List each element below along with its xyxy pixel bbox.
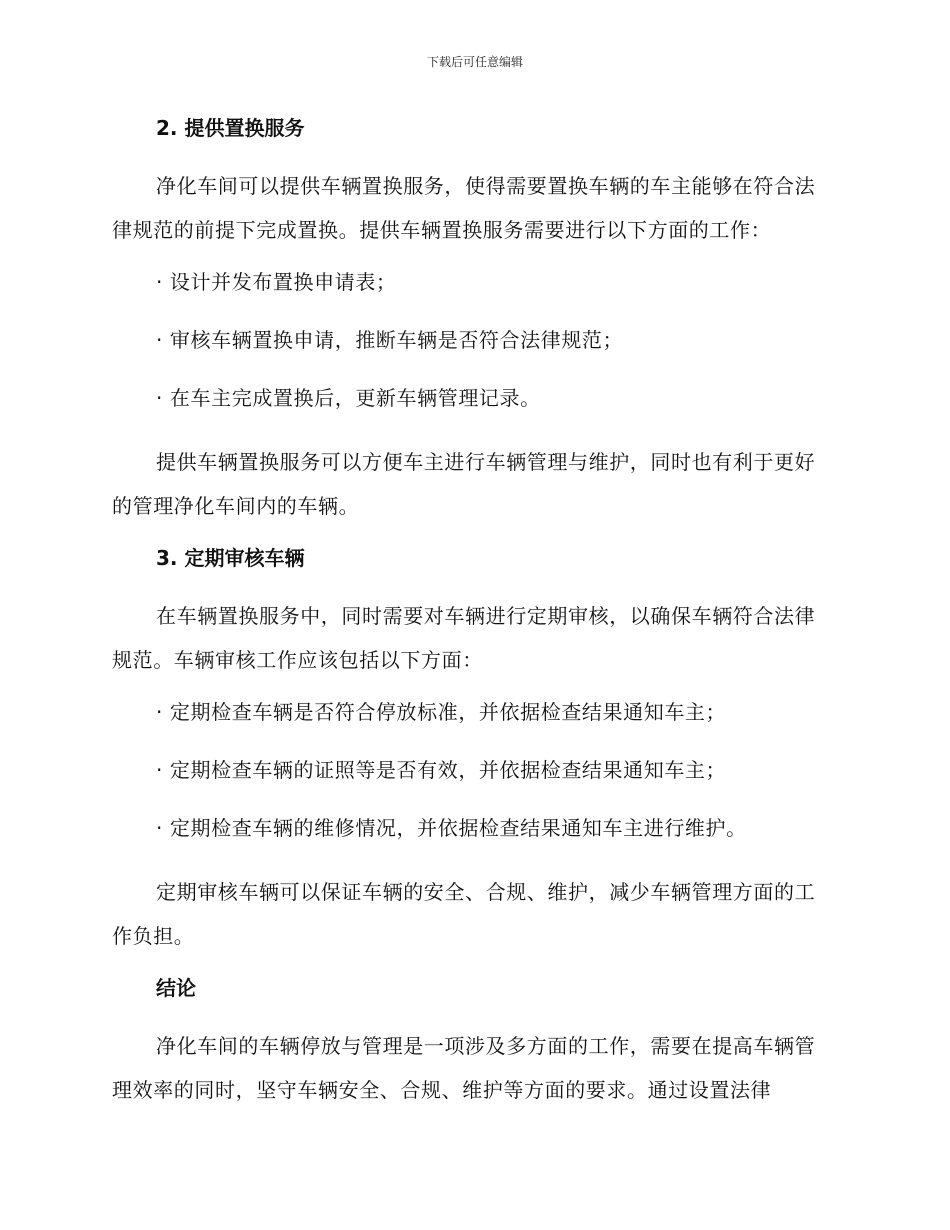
section-intro: 净化车间可以提供车辆置换服务，使得需要置换车辆的车主能够在符合法律规范的前提下完成置换。提供车辆置换服务需要进行以下方面的工作： <box>112 174 816 242</box>
section-intro: 在车辆置换服务中，同时需要对车辆进行定期审核，以确保车辆符合法律规范。车辆审核工作应该包括以下方面： <box>112 604 816 672</box>
list-item: · 在车主完成置换后，更新车辆管理记录。 <box>156 386 541 410</box>
document-body <box>112 112 832 1126</box>
list-item: · 定期检查车辆是否符合停放标准，并依据检查结果通知车主； <box>156 700 727 724</box>
list-item: · 定期检查车辆的维修情况，并依据检查结果通知车主进行维护。 <box>156 816 747 840</box>
conclusion-text: 净化车间的车辆停放与管理是一项涉及多方面的工作，需要在提高车辆管理效率的同时，坚守车辆安全、合规、维护等方面的要求。通过设置法律 <box>112 1034 816 1102</box>
section-heading: 2. 提供置换服务 <box>156 116 305 140</box>
section-outro: 提供车辆置换服务可以方便车主进行车辆管理与维护，同时也有利于更好的管理净化车间内的车辆。 <box>112 450 816 518</box>
section-heading: 3. 定期审核车辆 <box>156 546 305 570</box>
page-header: 下载后可任意编辑 <box>426 55 523 69</box>
list-item: · 设计并发布置换申请表； <box>156 270 397 294</box>
conclusion-heading: 结论 <box>156 976 196 1000</box>
section-outro: 定期审核车辆可以保证车辆的安全、合规、维护，减少车辆管理方面的工作负担。 <box>112 880 816 948</box>
list-item: · 定期检查车辆的证照等是否有效，并依据检查结果通知车主； <box>156 758 727 782</box>
list-item: · 审核车辆置换申请，推断车辆是否符合法律规范； <box>156 328 624 352</box>
